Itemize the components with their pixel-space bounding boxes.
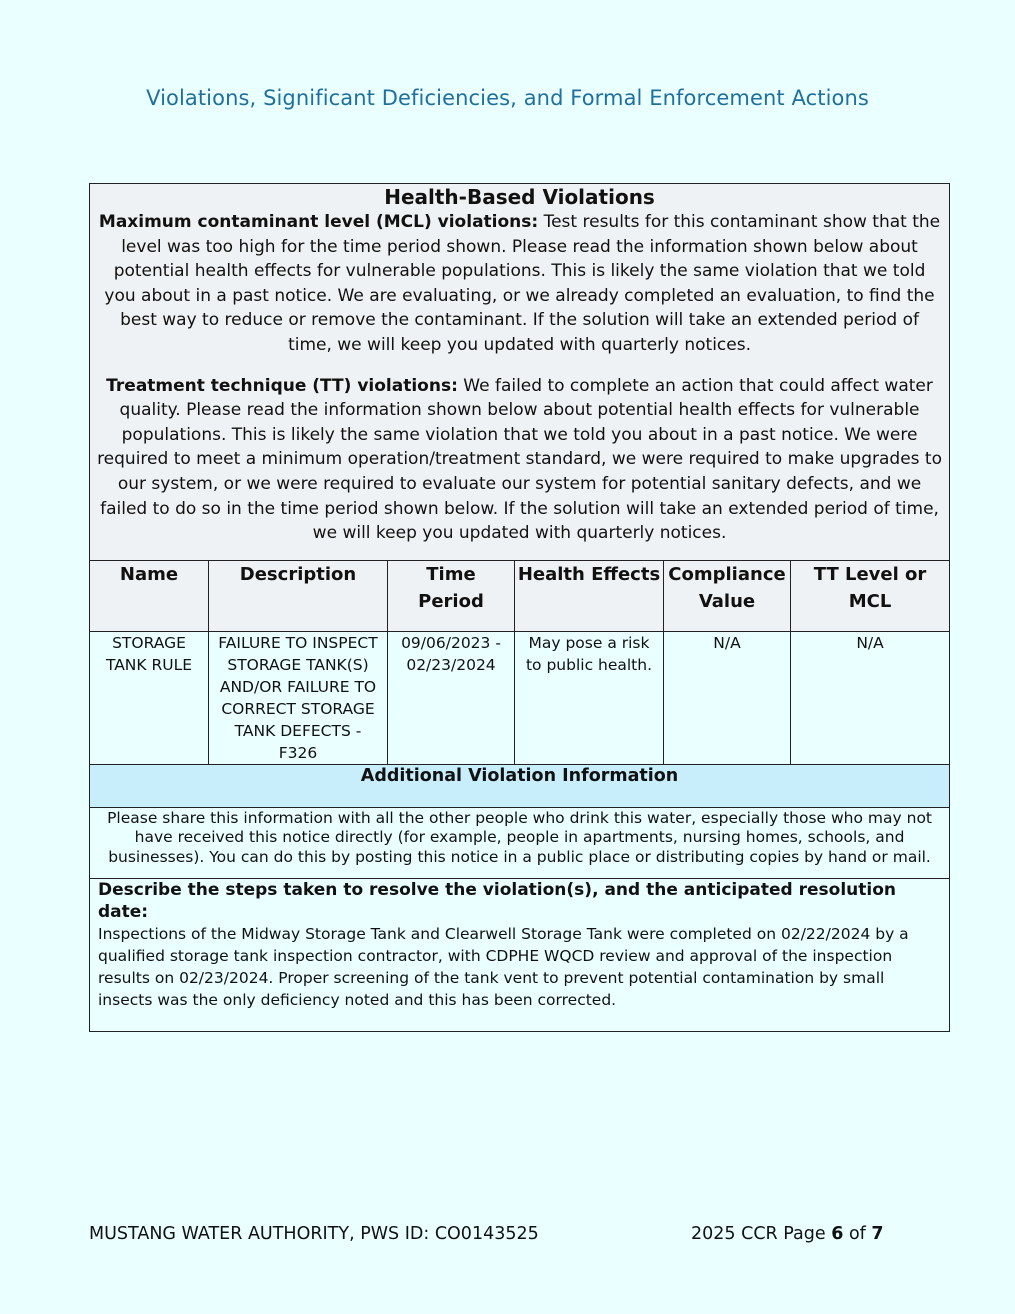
header-tt-level: TT Level or MCL bbox=[791, 560, 950, 631]
mcl-text: Test results for this contaminant show that the level was too high for the time period shown. Please read the information shown below about potential health effects for vulnerable populations. This is likely the same violation that we told you about in a past notice. We are evaluating, or we already completed an evaluation, to find the best way to reduce or remove the contaminant. If the solution will take an extended period of time, we will keep you updated with quarterly notices. bbox=[104, 212, 941, 355]
health-based-title: Health-Based Violations bbox=[384, 185, 655, 209]
tt-paragraph bbox=[96, 374, 943, 546]
header-name: Name bbox=[90, 560, 209, 631]
footer-system-id: MUSTANG WATER AUTHORITY, PWS ID: CO0143525 bbox=[89, 1224, 539, 1244]
header-compliance-value: Compliance Value bbox=[664, 560, 791, 631]
header-health-effects: Health Effects bbox=[515, 560, 664, 631]
header-description: Description bbox=[209, 560, 388, 631]
footer-page-total: 7 bbox=[871, 1224, 884, 1244]
resolution-steps-text: Inspections of the Midway Storage Tank and Clearwell Storage Tank were completed on 02/22/2024 by a qualified storage tank inspection contractor, with CDPHE WQCD review and approval of the inspection results on 02/23/2024. Proper screening of the tank vent to prevent potential contamination by small insects was the only deficiency noted and this has been corrected. bbox=[98, 925, 909, 1010]
tt-label: Treatment technique (TT) violations: bbox=[106, 375, 458, 396]
share-notice-text: Please share this information with all the other people who drink this water, especially those who may not have received this notice directly (for example, people in apartments, nursing homes, schools, and businesses). You can do this by posting this notice in a public place or distributing copies by hand or mail. bbox=[90, 807, 950, 879]
footer-page-prefix: 2025 CCR Page bbox=[691, 1224, 832, 1244]
mcl-label: Maximum contaminant level (MCL) violations: bbox=[98, 212, 539, 232]
footer-page-number bbox=[691, 1224, 884, 1244]
resolution-steps-heading: Describe the steps taken to resolve the violation(s), and the anticipated resolution date: bbox=[98, 880, 896, 923]
cell-compliance-value: N/A bbox=[664, 631, 791, 764]
tt-text: We failed to complete an action that could affect water quality. Please read the information shown below about potential health effects for vulnerable populations. This is likely the same violation that we told you about in a past notice. We were required to meet a minimum operation/treatment standard, we were required to make upgrades to our system, or we were required to evaluate our system for potential sanitary defects, and we failed to do so in the time period shown below. If the solution will take an extended period of time, we will keep you updated with quarterly notices. bbox=[97, 375, 942, 544]
health-based-intro bbox=[90, 184, 950, 561]
cell-health-effects: May pose a risk to public health. bbox=[515, 631, 664, 764]
resolution-steps bbox=[90, 879, 950, 1032]
cell-tt-level: N/A bbox=[791, 631, 950, 764]
table-row bbox=[90, 631, 950, 764]
violations-table bbox=[89, 183, 950, 1032]
mcl-paragraph bbox=[96, 210, 943, 358]
cell-time-period: 09/06/2023 - 02/23/2024 bbox=[388, 631, 515, 764]
cell-description: FAILURE TO INSPECT STORAGE TANK(S) AND/OR FAILURE TO CORRECT STORAGE TANK DEFECTS - F326 bbox=[209, 631, 388, 764]
footer-page-of: of bbox=[843, 1224, 872, 1244]
page-title: Violations, Significant Deficiencies, and Formal Enforcement Actions bbox=[146, 86, 869, 110]
footer-page-current: 6 bbox=[831, 1224, 844, 1244]
table-header-row bbox=[90, 560, 950, 631]
cell-name: STORAGE TANK RULE bbox=[90, 631, 209, 764]
header-time-period: Time Period bbox=[388, 560, 515, 631]
additional-violation-title: Additional Violation Information bbox=[90, 764, 950, 807]
